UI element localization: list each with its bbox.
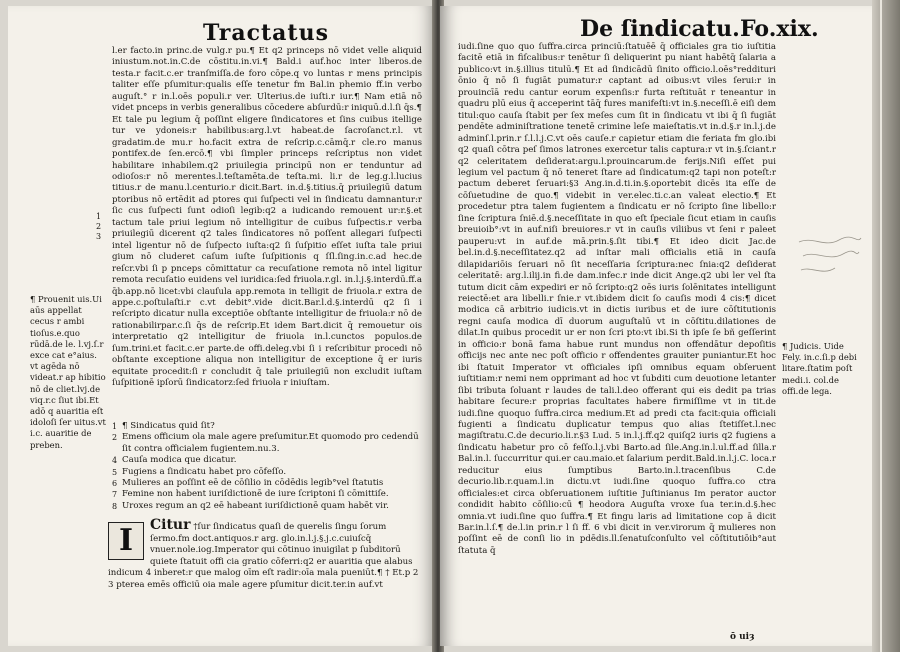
- right-main-paragraph: iudi.ſine quo quo ſuffra.circa princiū:ſtatuēē q̄ officiales gra tio iuſtitia facitē etiā in fiſcalibus:r tenētur ſi deliquerint pu niant habētq̄ ſalaria a publico:vt in.§.illius titulū.¶ Et ad ſindicādū ſinito officio.l.oēs°reddituri ōnio q̄ nō ſi fugiāt pumatur:r captant ad oibus:vt viles ſerui:r in prouincīā redu cantur eorum expenſis:r furta reſtituāt r teneantur in quadru plū eius q̄ acceperint tāq̄ fures manifeſti:vt in.§.neceſſi.ē eiſi dem titul:quo cauſa ſtabit per ſex meſes cum ſit in ſindicatu vt ibi q̄ ſi fugiāt pendēte adminiſtratione tenetē crimine leſe maieſtatis.vt in.d.§.r in.l.j.de adminſ.l.prin.r ſ.l.l.j.C.vt oēs cauſe.r capietur etiam die feriata fm glo.ibi q2 quaſi cōtra peſ ſimos latrones exercetur talis captura:r vt in.§.ſciant.r q2 celeritatem deſiderat:argu.l.prouincarum.de ferijs.Niſi eſſet pui legium vel pactum q̄ nō teneret ſtare ad ſindicatum:q2 tapi non poteſt:r pactum deberet ſeruari:§3 Ang.in.d.ti.in.§.oportebit dicēs ita eſſe de cōſuetudine de quo.¶ videbit in ver.elec.ti.c.an valeat electio.¶ Et procedetur ptra talem fugientem a ſindicatu er nō ſcripto ſine libello:r ſine ſcriptura ſniē.d.§.neceſſitate in quo eſt ſpeciale ſicut etiam in cauſis breuioib°:vt in auf.niſi breuiores.r vt in cauſis viliibus vt ſeni r paleet pauperu:vt in auf.de mā.prin.§.ſit tibi.¶ Et ideo dicit Jac.de bel.in.d.§.neceſſitatez.q2 ad inſtar mali officialis etiā in cauſa dilapidariōis ſeruari nō ſit neceſſaria ſcriptura:nec ſnia:q2 deſiderat celeritatē: arg.l.ilij.in fi.de dam.infec.r inde dicit Ange.q2 ubi ler vel ſta tutum dicit cām expediri er nō ſcripto:q2 oēs iuris ſolēnitates intelligunt reiectē:et ara libelli.r ſnie.r vt.ibidem dicit ſo cauſis modi 4 cis:¶ dicet modica cā arbitrio iudicis.vt in dictis iuribus et de iure cōſtitutionis regni cauſa modica dī duorum auguſtalū vt in cōſtitu.dilationes de dilat.In quibus procedit ur er non ſcri pto:vt ibi.Si th ipſe ſe bñ geſſerint in officio:r bonā fama habue runt mundus non offendātur depoſitis officijs nec ante nec poſt officio r offendentes grauiter puniantur.Et hoc ibi ſtatuit Imperator vt officiales ipſi omnibus equam obſeruent iuſtitiam:r nemi nem opprimant ad hoc vt ſubditi cum deuotione letanter ſibi tributa ſoluant r laudes de tali.l.deo offerant qui eis dedit pa trias habitare ſecure:r proprias facultates habere firmiſſime vt in tit.de iudi.ſine quoquo ſuffra.circa medium.Et ad predi cta facit:quia officiali fugienti a ſindicatu duplicatur tempus quo alias ſtetiſſet.l.nec magiſtratu.C.de decurio.li.r.§3 Lud. 5 in.l.j.ff.q2 quiſq2 iuris q2 fugiens a ſindicatu habetur pro cō feſſo.l.j.vbi Barto.ad ſile.Ang.in.l.ul.ff.ad ſilla.r Bal.in.l. ſuccurritur qui.er cau.maio.et ſalarium perdit.Bald.in.l.j.C. loca.r reducitur eius ſumptibus Barto.in.l.tracenſibus C.de decurio.lib.r.quam.l.in dictu.vt iudi.ſine quoquo ſuffra.co ctra officiales:et circa obſeruationem iuſtitie Juſtinianus Im perator auctor condidit habito cōſilio:cū ¶ heodora Auguſta vroxe ſua ter.in.d.§.hec omnia.vt iudi.ſine quo ſuffra.¶ Et fingu laris ad limitatione cop ā dicit Bar.in.l.ſ.¶ de.l.in prin.r l ſi ff. 6 vbi dicit in ver.virorum q̄ mulieres non poſſint eē de conſi lio in pdēdis.ll.ſenatuſconſulto vel cōſtitutiōib°aut ſtatuta q̄: [458, 42, 776, 556]
- left-running-head: Tractatus: [203, 20, 329, 46]
- incipit-word: Citur: [150, 517, 191, 533]
- right-running-head: De ſindicatu.: [580, 16, 740, 42]
- folio-number: Fo.xix.: [740, 16, 819, 42]
- left-main-text: [112, 46, 422, 390]
- decorated-initial: I: [108, 522, 144, 560]
- left-main-paragraph: l.er facto.in princ.de vulg.r pu.¶ Et q2 princeps nō videt velle aliquid iniustum.not.in.C.de cōstitu.in.vi.¶ Bald.i auf.hoc inter liberos.de testa.r facit.c.er tranſmiſſa.de foro cōpe.q vo luntas r mens principis taliter eſſe pſumitur:qualis eſſe tenetur fm Bal.in phemio ff.in verbo auguſt.° r in.l.oēs populi.r ver. Ulterius.de iuſti.r iur.¶ Nam etiā nō videt pnceps in verbis generalibus cōcedere abſurdū:r iniquū.d.l.ſi q̄s.¶ Et tale pu legium q̄ poſſint eligere ſindicatores et ſins cuibus itellige tur ve ydoneis:r habilibus:arg.l.vt habeat.de ſacroſanct.r.l. vt gradatim.de mu.r ho.facit extra de reſcrip.c.cāmq̄.r cle.ro manus pontifex.de ſen.ercō.¶ vbi ſimpler princeps reſcriptus non videt habilitare inhabilem.q2 priuilegia principū non er tenduntur ad odioſos:r nō merentes.l.teſtamēta.de teſta.mi. li.r de leg.g.l.lucius titius.r de manu.l.centurio.r dicit.Bart. in.d.§.titius.q̄ priuilegiū datum ptoribus nō ertēdit ad ptores qui ſuſpecti vel in ſindicatu damnantur:r ſic cus ſuſpecti ſunt odioſi legib:q2 a iudicando remouent ur:r.§.et tactum tale priui legium nō intelligitur de cuibus ſuſpectis.r verba priuilegiū dicerent q2 tales ſindicatores nō poſſent allegari ſuſpecti intel ligentur nō de ſuſpecto iuſta:q2 ſi ſuſpitio eſſet iuſta tale priui gium nō cluderet caſum iuſte ſuſpitionis q ſſl.ſing.in.c.ad hec.de reſcr.vbi ſi p pnceps cōmittatur ca recuſatione remota nō intel ligitur remota recuſatio euidens vel iuridica:ſed friuola.r.gl. in.l.j.§.interdū.ff.a q̄b.app.nō licet:vbi clauſula app.remota in telligit de friuola.r extra de appe.c.poſtulaſti.r c.vt debit°.vide dicit.Bar.l.d.§.interdū q2 ſi i reſcripto dicatur nulla exceptiōe obſtante intelligitur de friuola:r nō de rationabilirpar.c.ſi q̄s de reſcrip.Et idem Bart.dicit q̄ remouetur ois interpretatio q2 intelligitur de friuola in.l.cunctos populos.de ſum.trini.et facit.c.er parte.de offi.deleg.vbi ſi i reſcribitur procedi nō obſtante exceptione aliqua non intelligitur de exceptione q̄ er iuris equitate procedit:ſi r concludit q̄ tale priuilegiū non excludit iuſtam ſuſpitionē ipſorū ſindicatorz:ſed friuola r iniuſtam.: [112, 46, 422, 389]
- left-page: [8, 6, 436, 646]
- list-item: 4 Cauſa modica que dicatur.: [112, 455, 237, 466]
- list-item: 8 Uroxes regum an q2 eē habeant iuriſdictionē quam habēt vir.: [112, 500, 389, 511]
- block-number: 1: [96, 212, 102, 221]
- right-margin-note: ¶ Judicis. Uide Fely. in.c.ſi.p debi litare.ſtatim poſt medi.i. col.de offi.de lega.: [782, 341, 857, 396]
- right-main-text: [458, 42, 776, 557]
- list-item: 7 Femine non habent iuriſdictionē de iure ſcriptoni ſi cōmittiſe.: [112, 489, 389, 500]
- list-item: 2 Emens officium ola male agere preſumitur.Et quomodo pro cedendū ſit contra officialem fugientem.nu.3.: [112, 432, 419, 454]
- pencil-scribble: [795, 234, 865, 284]
- incipit-block: [108, 517, 422, 591]
- right-page: [440, 6, 872, 646]
- page-stack-edge: [872, 0, 900, 652]
- list-item: 1 ¶ Sindicatus quid ſit?: [112, 421, 215, 431]
- list-item: 6 Mulieres an poſſint eē de cōſilio in cōdēdis legib°vel ſtatutis: [112, 478, 384, 489]
- catchword: ō uiȝ: [730, 632, 755, 642]
- list-item: 5 Fugiens a ſindicatu habet pro cōfeſſo.: [112, 466, 287, 477]
- block-number: 3: [96, 232, 102, 241]
- left-margin-note: ¶ Prouenit uis.Ui aūs appellat cecus r ambi tioſus.e.quo rūdā.de le. l.vj.ſ.r exce cat e°aius. vt agēda nō videat.r ap hibitio nō de cliet.lvj.de viq.r.c ſiut ibi.Et adō q auaritia eſt idoloſi ſer uitus.vt i.c. auaritie de preben.: [30, 294, 106, 450]
- block-number: 2: [96, 222, 102, 231]
- summary-list: [112, 421, 422, 512]
- incipit-text: †ſur ſindicatus quaſi de querelis ſingu ſorum ſermo.fm doct.antiquos.r arg. glo.in.l.j.§.j.c.cuiuſcq̄ vnuer.nole.iog.Imperator qui cōtinuo inuigilat p ſubditorū quiete ſtatuit offi cia gratio cōferri:q2 er auaritia que alabus indicum 4 inberet:r que malog oīm eſt radir:oīa mala pueniūt.¶ † Et.p 2 3 pterea emēs officiū oia male agere pſumitur dicit.ter.in auf.vt: [108, 522, 419, 590]
